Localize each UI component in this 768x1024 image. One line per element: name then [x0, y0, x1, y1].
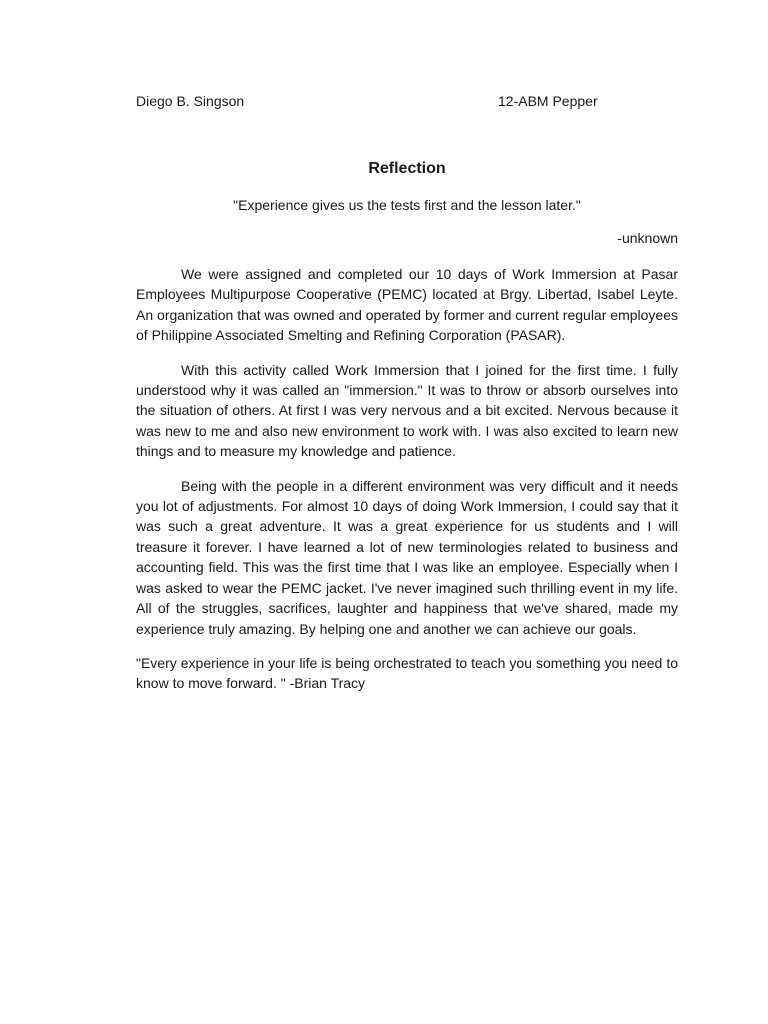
author-name: Diego B. Singson: [136, 93, 245, 109]
document-body: [136, 264, 678, 708]
epigraph-attribution: -unknown: [617, 230, 678, 246]
closing-quote: "Every experience in your life is being orchestrated to teach you something you need to know to move forward. " -Brian Tracy: [136, 654, 678, 692]
document-header: [136, 93, 678, 113]
body-paragraph: With this activity called Work Immersion that I joined for the first time. I fully understood why it was called an "immersion." It was to throw or absorb ourselves into the situation of others. At first I was very nervous and a bit excited. Nervous because it was new to me and also new environment to work with. I was also excited to learn new things and to measure my knowledge and patience.: [136, 361, 678, 460]
document-title: Reflection: [368, 160, 446, 177]
epigraph-quote: "Experience gives us the tests first and the lesson later.": [233, 197, 581, 213]
class-section: 12-ABM Pepper: [498, 93, 598, 109]
body-paragraph: Being with the people in a different environment was very difficult and it needs you lot of adjustments. For almost 10 days of doing Work Immersion, I could say that it was such a great adventure. It was a great experience for us students and I will treasure it forever. I have learned a lot of new terminologies related to business and accounting field. This was the first time that I was like an employee. Especially when I was asked to wear the PEMC jacket. I've never imagined such thrilling event in my life. All of the struggles, sacrifices, laughter and happiness that we've shared, made my experience truly amazing. By helping one and another we can achieve our goals.: [136, 477, 678, 637]
body-paragraph: We were assigned and completed our 10 days of Work Immersion at Pasar Employees Multipurpose Cooperative (PEMC) located at Brgy. Libertad, Isabel Leyte. An organization that was owned and operated by former and current regular employees of Philippine Associated Smelting and Refining Corporation (PASAR).: [136, 266, 678, 344]
